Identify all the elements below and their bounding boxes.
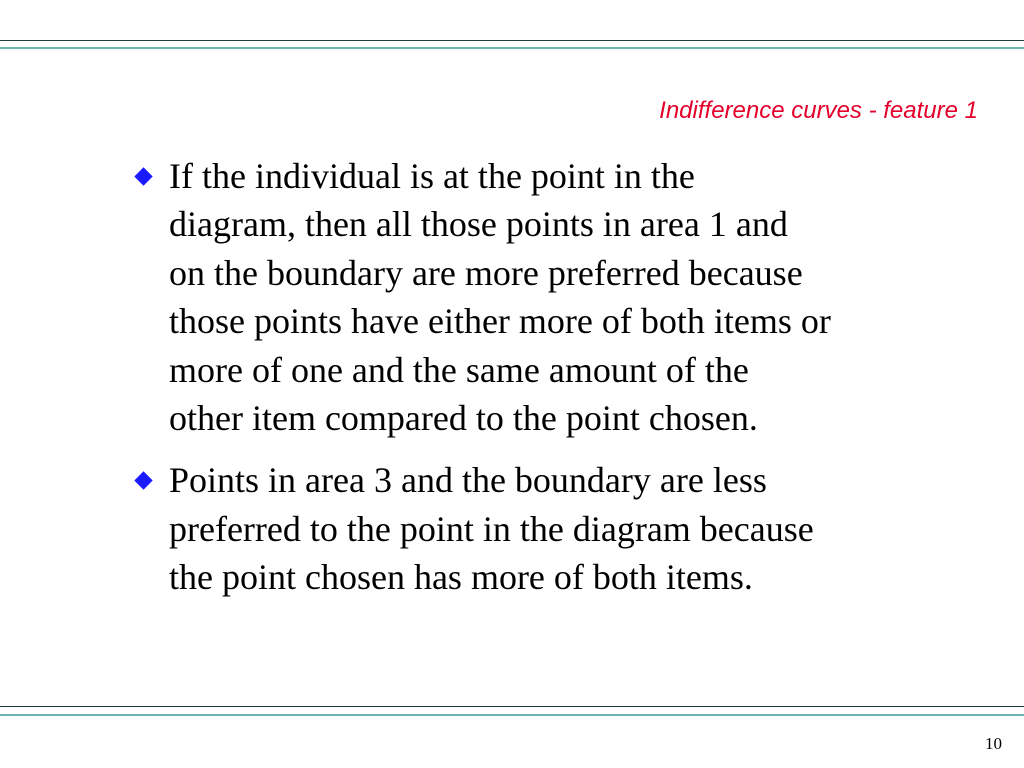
slide-title: Indifference curves - feature 1 [659, 97, 978, 124]
bullet-line: If the individual is at the point in the [169, 156, 695, 196]
top-rule-dark [0, 40, 1024, 41]
page-number: 10 [985, 734, 1002, 753]
bullet-list [133, 152, 993, 616]
diamond-bullet-icon [134, 472, 152, 490]
bullet-line: diagram, then all those points in area 1 and [169, 204, 788, 245]
bullet-line: other item compared to the point chosen. [169, 398, 758, 439]
bullet-line: the point chosen has more of both items. [169, 557, 753, 598]
bullet-line: those points have either more of both items or [169, 301, 831, 342]
bottom-rule-teal [0, 714, 1024, 716]
bullet-line: preferred to the point in the diagram because [169, 508, 814, 549]
bullet-line: Points in area 3 and the boundary are less [169, 460, 767, 501]
bullet-text [169, 456, 993, 601]
bottom-rule-dark [0, 706, 1024, 707]
bullet-line: on the boundary are more preferred because [169, 252, 803, 293]
bullet-text [169, 152, 993, 442]
bullet-item [133, 152, 993, 442]
bullet-item [133, 456, 993, 601]
top-rule-teal [0, 47, 1024, 49]
diamond-bullet-icon [134, 167, 152, 185]
bullet-line: more of one and the same amount of the [169, 349, 749, 390]
